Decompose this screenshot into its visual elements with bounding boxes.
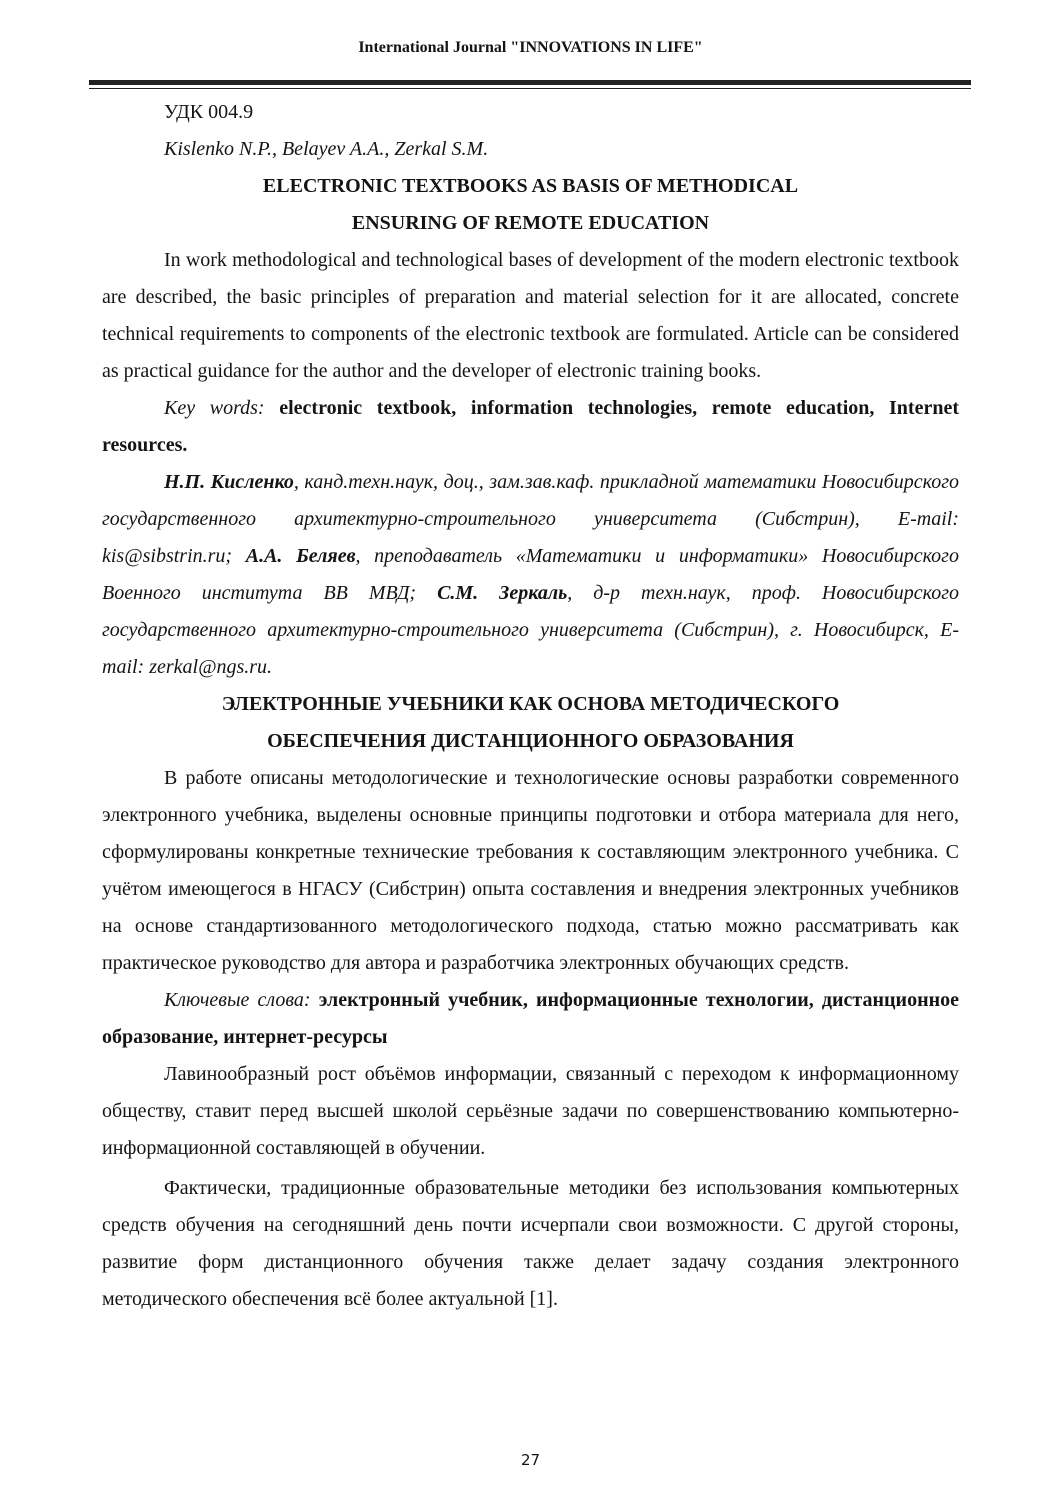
- title-en-line-1: ELECTRONIC TEXTBOOKS AS BASIS OF METHODICAL: [262, 175, 799, 197]
- udk-code: УДК 004.9: [164, 101, 254, 123]
- keywords-en: [102, 390, 959, 464]
- header-rule-thin: [89, 88, 971, 89]
- author-2-affiliation: , преподаватель «Математики и информатики» Новосибирского Военного института ВВ МВД;: [102, 545, 959, 604]
- author-1-affiliation: , канд.техн.наук, доц., зам.зав.каф. прикладной математики Новосибирского государственного архитектурно-строительного университета (Сибстрин), E-mail: kis@sibstrin.ru;: [102, 471, 959, 567]
- abstract-en: In work methodological and technological bases of development of the modern electronic textbook are described, the basic principles of preparation and material selection for it are allocated, concrete technical requirements to components of the electronic textbook are formulated. Article can be considered as practical guidance for the author and the developer of electronic training books.: [102, 249, 959, 382]
- author-info: [102, 464, 959, 686]
- author-3-name: С.М. Зеркаль: [437, 582, 568, 604]
- header-rule-thick: [89, 80, 971, 85]
- keywords-en-label: Key words:: [164, 397, 265, 419]
- title-ru-line-2: ОБЕСПЕЧЕНИЯ ДИСТАНЦИОННОГО ОБРАЗОВАНИЯ: [267, 730, 794, 752]
- author-1-name: Н.П. Кисленко: [164, 471, 294, 493]
- article-body: [102, 94, 959, 1318]
- keywords-en-text: electronic textbook, information technologies, remote education, Internet resources.: [102, 397, 959, 456]
- keywords-ru-text: электронный учебник, информационные технологии, дистанционное образование, интернет-ресурсы: [102, 989, 959, 1048]
- abstract-ru: В работе описаны методологические и технологические основы разработки современного электронного учебника, выделены основные принципы подготовки и отбора материала для него, сформулированы конкретные технические требования к составляющим электронного учебника. С учётом имеющегося в НГАСУ (Сибстрин) опыта составления и внедрения электронных учебников на основе стандартизованного методологического подхода, статью можно рассматривать как практическое руководство для автора и разработчика электронных обучающих средств.: [102, 767, 959, 974]
- page-number: 27: [520, 1451, 541, 1469]
- keywords-ru: [102, 982, 959, 1056]
- title-en-line-2: ENSURING OF REMOTE EDUCATION: [351, 212, 710, 234]
- body-paragraph-2: Фактически, традиционные образовательные методики без использования компьютерных средств обучения на сегодняшний день почти исчерпали свои возможности. С другой стороны, развитие форм дистанционного обучения также делает задачу создания электронного методического обеспечения всё более актуальной [1].: [102, 1177, 959, 1310]
- body-paragraph-1: Лавинообразный рост объёмов информации, связанный с переходом к информационному обществу, ставит перед высшей школой серьёзные задачи по совершенствованию компьютерно-информационной составляющей в обучении.: [102, 1063, 959, 1159]
- keywords-ru-label: Ключевые слова:: [164, 989, 311, 1011]
- authors-en: Kislenko N.P., Belayev A.A., Zerkal S.M.: [164, 138, 489, 160]
- title-ru-line-1: ЭЛЕКТРОННЫЕ УЧЕБНИКИ КАК ОСНОВА МЕТОДИЧЕСКОГО: [221, 693, 840, 715]
- journal-header: International Journal "INNOVATIONS IN LIFE": [358, 39, 703, 56]
- author-3-affiliation: , д-р техн.наук, проф. Новосибирского государственного архитектурно-строительного университета (Сибстрин), г. Новосибирск, E-mail: zerkal@ngs.ru.: [102, 582, 959, 678]
- author-2-name: А.А. Беляев: [245, 545, 356, 567]
